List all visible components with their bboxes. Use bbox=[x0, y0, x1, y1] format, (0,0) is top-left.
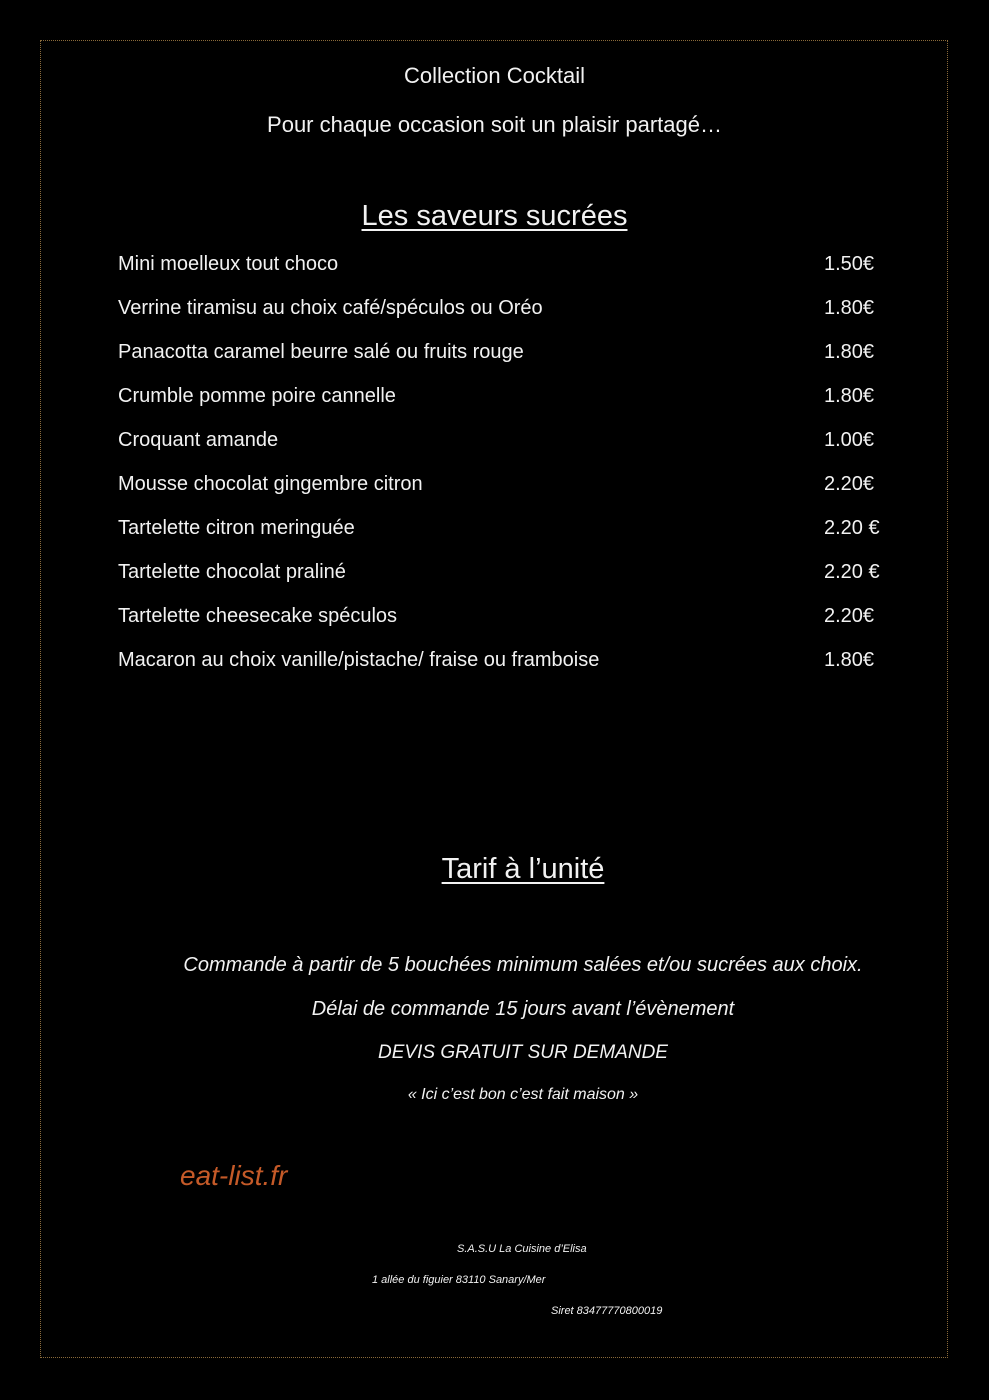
menu-item-price: 1.00€ bbox=[824, 429, 875, 451]
order-delay-note: Délai de commande 15 jours avant l’évènement bbox=[311, 998, 735, 1020]
menu-item-name: Mini moelleux tout choco bbox=[118, 253, 339, 275]
section-title-sweets: Les saveurs sucrées bbox=[361, 200, 628, 232]
menu-item-price: 2.20 € bbox=[824, 517, 880, 539]
menu-item bbox=[118, 561, 898, 605]
menu-item-price: 1.50€ bbox=[824, 253, 875, 275]
menu-item-name: Crumble pomme poire cannelle bbox=[118, 385, 396, 407]
tarif-title: Tarif à l’unité bbox=[441, 853, 605, 885]
free-quote-note: DEVIS GRATUIT SUR DEMANDE bbox=[378, 1042, 668, 1063]
menu-item bbox=[118, 473, 898, 517]
menu-item-name: Croquant amande bbox=[118, 429, 279, 451]
menu-item-price: 1.80€ bbox=[824, 649, 875, 671]
menu-item-name: Mousse chocolat gingembre citron bbox=[118, 473, 423, 495]
menu-item-name: Panacotta caramel beurre salé ou fruits rouge bbox=[118, 341, 524, 363]
menu-item bbox=[118, 385, 898, 429]
menu-item bbox=[118, 341, 898, 385]
menu-item bbox=[118, 605, 898, 649]
menu-item-name: Macaron au choix vanille/pistache/ fraise ou framboise bbox=[118, 649, 600, 671]
menu-item-name: Verrine tiramisu au choix café/spéculos ou Oréo bbox=[118, 297, 543, 319]
footer-company: S.A.S.U La Cuisine d’Elisa bbox=[457, 1243, 587, 1255]
menu-item-price: 1.80€ bbox=[824, 341, 875, 363]
menu-item bbox=[118, 649, 898, 693]
menu-title: Collection Cocktail bbox=[404, 63, 585, 88]
menu-item bbox=[118, 517, 898, 561]
menu-item-price: 1.80€ bbox=[824, 297, 875, 319]
order-minimum-note: Commande à partir de 5 bouchées minimum salées et/ou sucrées aux choix. bbox=[183, 954, 863, 976]
menu-item bbox=[118, 253, 898, 297]
footer-siret: Siret 83477770800019 bbox=[551, 1305, 663, 1317]
menu-item-name: Tartelette chocolat praliné bbox=[118, 561, 346, 583]
menu-item-price: 2.20€ bbox=[824, 605, 875, 627]
menu-items-list bbox=[118, 253, 898, 693]
menu-item bbox=[118, 297, 898, 341]
menu-item-name: Tartelette citron meringuée bbox=[118, 517, 355, 539]
page-frame bbox=[40, 40, 948, 1358]
menu-item-price: 1.80€ bbox=[824, 385, 875, 407]
footer-address: 1 allée du figuier 83110 Sanary/Mer bbox=[372, 1274, 546, 1286]
menu-item-name: Tartelette cheesecake spéculos bbox=[118, 605, 398, 627]
watermark: eat-list.fr bbox=[180, 1160, 288, 1191]
menu-item-price: 2.20 € bbox=[824, 561, 880, 583]
homemade-quote: « Ici c’est bon c’est fait maison » bbox=[407, 1086, 639, 1103]
menu-item-price: 2.20€ bbox=[824, 473, 875, 495]
menu-subtitle: Pour chaque occasion soit un plaisir partagé… bbox=[267, 112, 722, 137]
menu-item bbox=[118, 429, 898, 473]
